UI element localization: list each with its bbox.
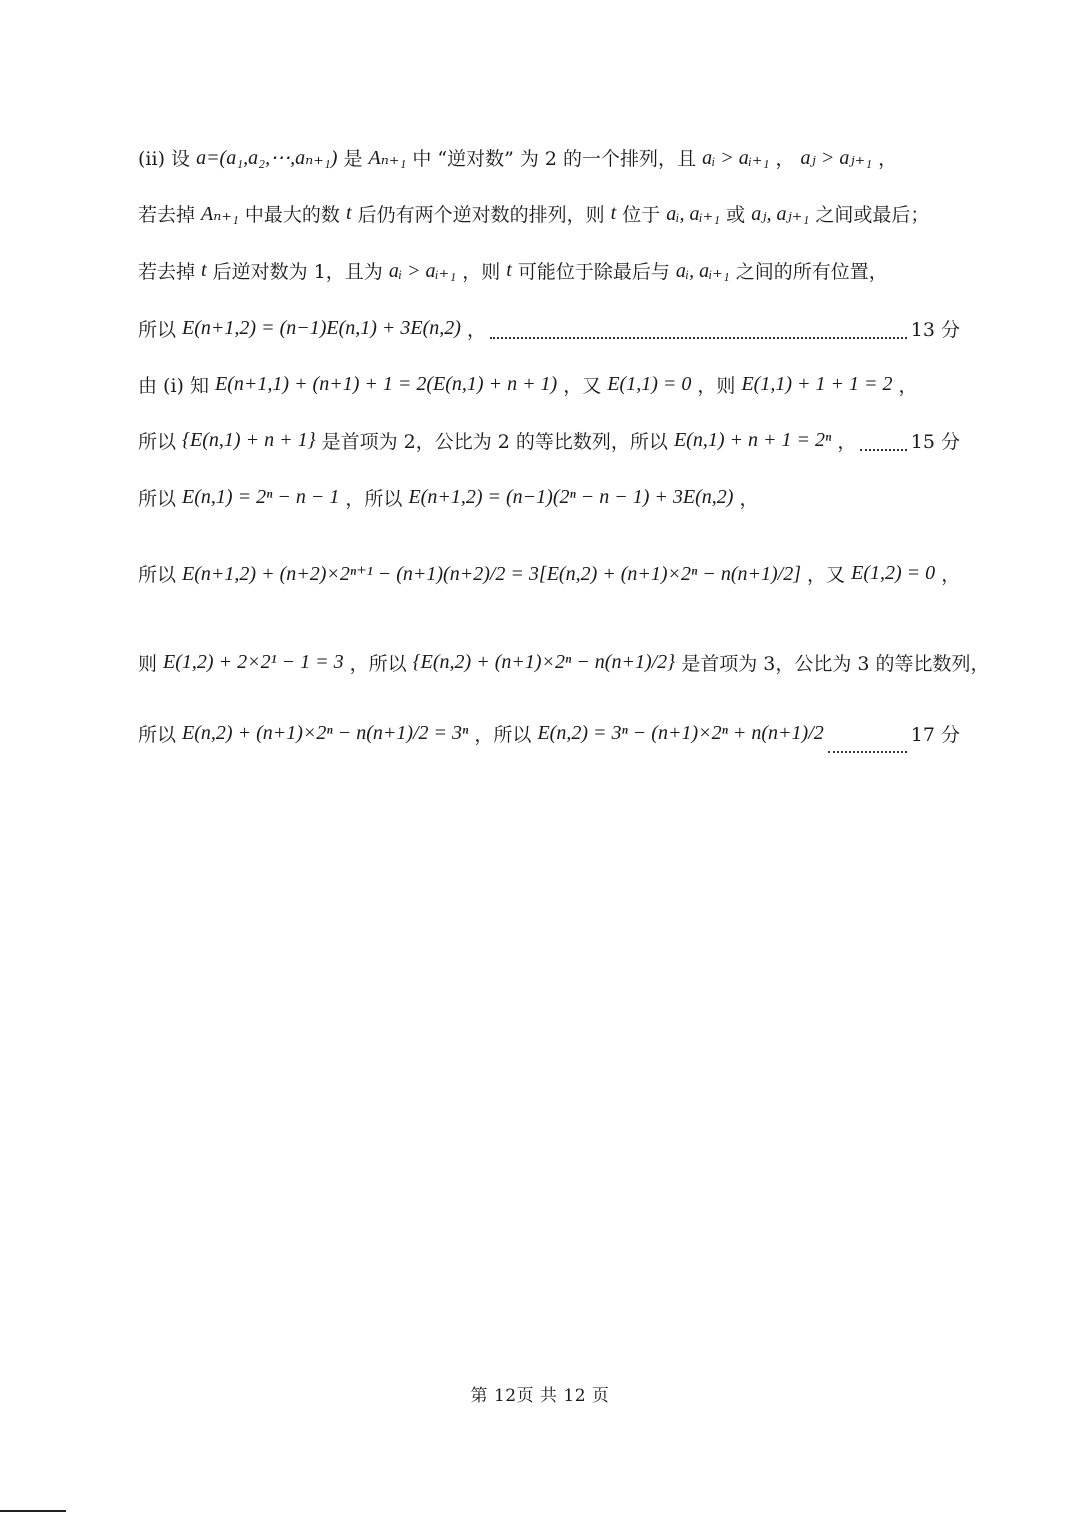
line-text: ， [460,318,487,341]
line-text: 位于 [616,203,667,226]
line-text: ， [769,147,801,170]
line-text: 中 “逆对数” 为 2 的一个排列，且 [406,147,703,170]
line-text: (ii) 设 [138,147,197,170]
solution-line [138,196,960,230]
math-expression: E(n+1,1) + (n+1) + 1 = 2(E(n,1) + n + 1) [215,372,558,395]
math-expression: E(1,1) = 0 [607,372,692,395]
line-text: ， [935,563,961,586]
line-text: 所以 [138,318,183,341]
dot-leader [490,335,907,339]
math-expression: Aₙ₊₁ [368,146,407,169]
line-text: 若去掉 [138,203,202,226]
solution-line [138,311,960,345]
line-text: 则 [138,652,164,675]
line-text: ，所以 [468,723,538,746]
line-text: ，所以 [343,652,413,675]
math-expression: E(n,1) + n + 1 = 2ⁿ [673,428,832,451]
math-expression: aᵢ, aᵢ₊₁ [666,202,721,225]
score-mark: 15 分 [910,430,960,453]
line-text: ， [892,374,918,397]
math-expression: aⱼ, aⱼ₊₁ [751,202,810,225]
math-expression: {E(n,1) + n + 1} [182,428,316,451]
math-expression: E(1,2) = 0 [851,561,936,584]
solution-line [138,480,960,514]
math-expression: E(1,2) + 2×2¹ − 1 = 3 [163,650,344,673]
line-text: 由 (i) 知 [138,374,216,397]
math-expression: E(1,1) + 1 + 1 = 2 [741,372,893,395]
line-text: ，又 [801,563,852,586]
math-expression: aᵢ, aᵢ₊₁ [675,259,730,282]
math-expression: E(n+1,2) = (n−1)E(n,1) + 3E(n,2) [182,316,461,339]
line-text: 中最大的数 [238,203,346,226]
line-text: 之间或最后； [809,203,930,226]
line-text: 若去掉 [138,260,202,283]
line-text: 后逆对数为 1，且为 [206,260,389,283]
math-expression: aⱼ > aⱼ₊₁ [800,146,873,169]
line-text: ， [733,487,759,510]
math-expression: E(n,2) = 3ⁿ − (n+1)×2ⁿ + n(n+1)/2 [537,721,824,744]
solution-line [138,707,960,759]
math-expression: t [201,258,207,281]
line-text: 后仍有两个逆对数的排列，则 [351,203,611,226]
line-text: 所以 [138,430,183,453]
line-text: 所以 [138,563,183,586]
line-text: 或 [720,203,752,226]
score-mark: 17 分 [910,723,960,746]
math-expression: E(n+1,2) = (n−1)(2ⁿ − n − 1) + 3E(n,2) [408,485,734,508]
line-text: 是 [337,147,369,170]
math-expression: t [345,201,352,224]
solution-line [138,253,960,287]
line-text: ，则 [456,260,507,283]
line-text: 之间的所有位置， [729,260,888,283]
corner-rule [0,1510,66,1512]
line-text: ，又 [557,374,608,397]
solution-line [138,423,960,457]
math-expression: Aₙ₊₁ [201,202,239,225]
line-text: ，所以 [339,487,409,510]
line-text: 所以 [138,723,183,746]
math-expression: E(n+1,2) + (n+2)×2ⁿ⁺¹ − (n+1)(n+2)/2 = 3[E(n,2) + (n+1)×2ⁿ − n(n+1)/2] [182,562,802,585]
line-text: 是首项为 3，公比为 3 的等比数列， [675,652,990,675]
math-expression: a=(a₁,a₂,⋯,aₙ₊₁) [196,146,338,169]
dot-leader [828,749,907,753]
solution-line [138,636,990,688]
math-expression: t [610,201,617,224]
math-expression: aᵢ > aᵢ₊₁ [388,259,457,282]
solution-line [138,367,960,401]
line-text: ， [872,147,898,170]
line-text: 可能位于除最后与 [511,260,676,283]
math-expression: E(n,2) + (n+1)×2ⁿ − n(n+1)/2 = 3ⁿ [182,721,469,744]
math-expression: {E(n,2) + (n+1)×2ⁿ − n(n+1)/2} [412,650,676,673]
dot-leader [860,447,906,451]
math-expression: t [506,258,512,281]
math-expression: E(n,1) = 2ⁿ − n − 1 [182,485,340,508]
solution-line [138,547,960,599]
line-text: ， [831,430,857,453]
line-text: ，则 [691,374,742,397]
score-mark: 13 分 [910,318,960,341]
math-expression: aᵢ > aᵢ₊₁ [702,146,770,169]
solution-line [138,140,960,174]
line-text: 是首项为 2，公比为 2 的等比数列，所以 [315,430,674,453]
page-footer: 第 12页 共 12 页 [470,1386,610,1406]
line-text: 所以 [138,487,183,510]
